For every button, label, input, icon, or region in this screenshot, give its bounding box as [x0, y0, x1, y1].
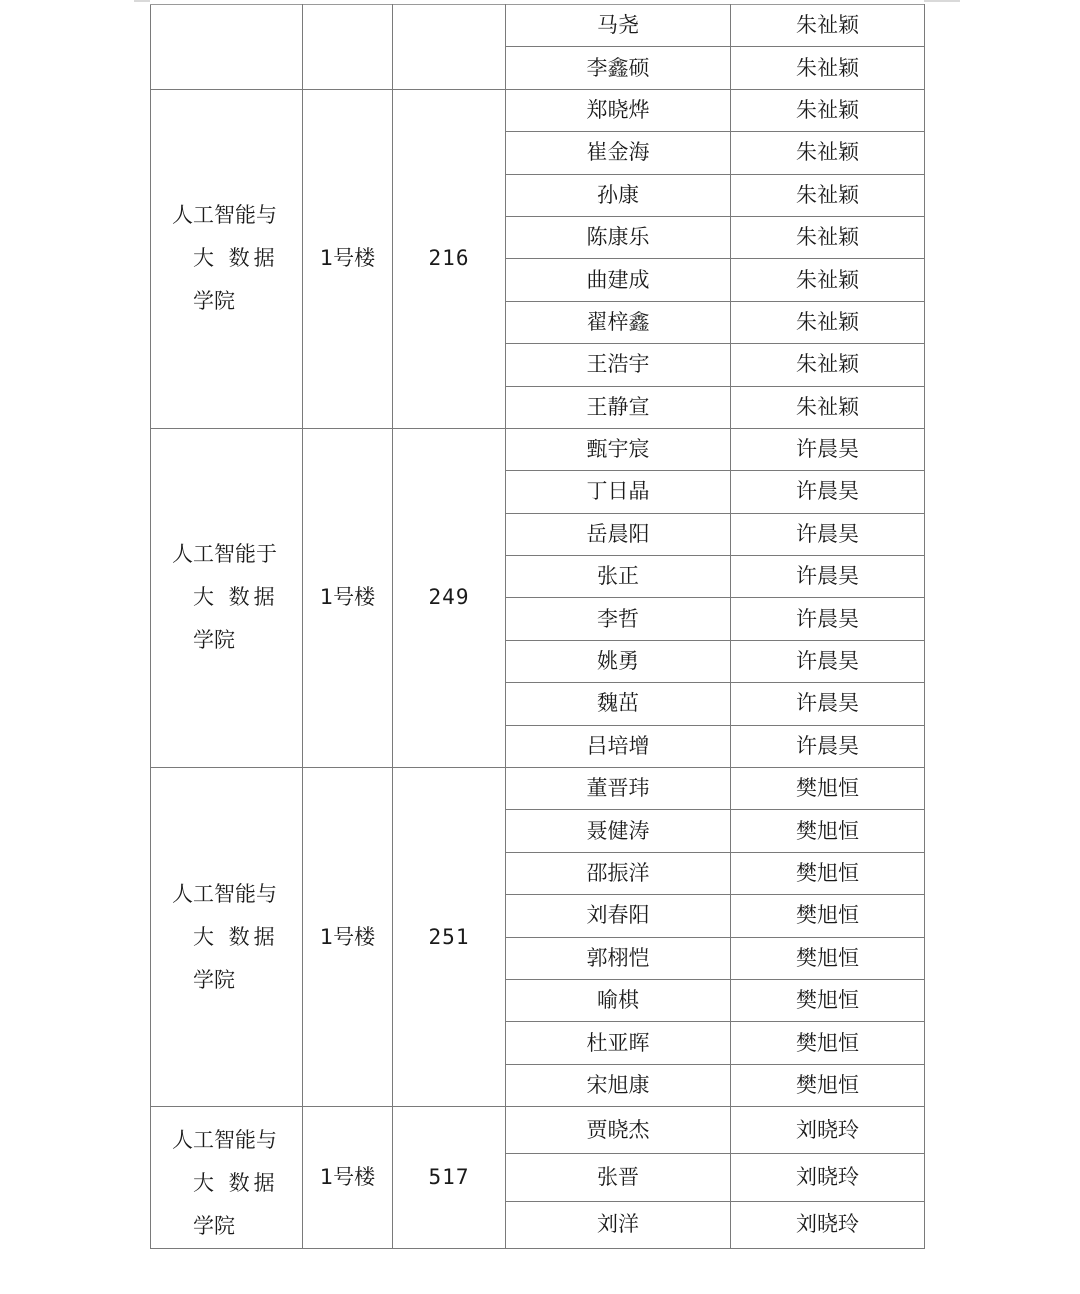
counselor-name: 朱祉颖	[731, 344, 925, 386]
college-name-line: 人工智能与	[172, 881, 277, 906]
college-name-line: 大 数据	[193, 585, 279, 610]
counselor-name: 朱祉颖	[731, 259, 925, 301]
counselor-name: 朱祉颖	[731, 301, 925, 343]
student-name: 甄宇宸	[506, 428, 731, 470]
college-name-line: 学院	[193, 628, 235, 653]
table-row	[151, 5, 925, 47]
counselor-name: 朱祉颖	[731, 174, 925, 216]
counselor-name: 樊旭恒	[731, 810, 925, 852]
counselor-name: 朱祉颖	[731, 47, 925, 89]
college-cell	[151, 5, 303, 90]
student-name: 李鑫硕	[506, 47, 731, 89]
student-name: 吕培增	[506, 725, 731, 767]
counselor-name: 许晨昊	[731, 598, 925, 640]
student-name: 张正	[506, 556, 731, 598]
table-row	[151, 768, 925, 810]
counselor-name: 樊旭恒	[731, 852, 925, 894]
college-cell	[151, 768, 303, 1107]
student-name: 王静宣	[506, 386, 731, 428]
room-cell: 249	[393, 428, 506, 767]
student-name: 岳晨阳	[506, 513, 731, 555]
college-name-line: 人工智能于	[172, 542, 277, 567]
college-cell	[151, 1107, 303, 1249]
building-cell: 1号楼	[303, 428, 393, 767]
student-name: 王浩宇	[506, 344, 731, 386]
college-name-line: 学院	[193, 1214, 235, 1239]
student-name: 李哲	[506, 598, 731, 640]
student-name: 崔金海	[506, 132, 731, 174]
table-row	[151, 1107, 925, 1154]
counselor-name: 樊旭恒	[731, 768, 925, 810]
counselor-name: 朱祉颖	[731, 5, 925, 47]
counselor-name: 许晨昊	[731, 428, 925, 470]
student-name: 张晋	[506, 1154, 731, 1201]
counselor-name: 樊旭恒	[731, 1022, 925, 1064]
college-name-line: 人工智能与	[172, 203, 277, 228]
counselor-name: 许晨昊	[731, 471, 925, 513]
building-cell: 1号楼	[303, 89, 393, 428]
room-cell: 216	[393, 89, 506, 428]
student-name: 魏茁	[506, 683, 731, 725]
college-name-line: 大 数据	[193, 924, 279, 949]
student-name: 曲建成	[506, 259, 731, 301]
college-cell	[151, 89, 303, 428]
student-name: 董晋玮	[506, 768, 731, 810]
student-name: 姚勇	[506, 640, 731, 682]
student-name: 刘春阳	[506, 895, 731, 937]
college-name-line: 大 数据	[193, 1171, 279, 1196]
student-name: 贾晓杰	[506, 1107, 731, 1154]
student-name: 刘洋	[506, 1201, 731, 1248]
student-name: 孙康	[506, 174, 731, 216]
counselor-name: 许晨昊	[731, 556, 925, 598]
counselor-name: 樊旭恒	[731, 1064, 925, 1106]
student-name: 聂健涛	[506, 810, 731, 852]
college-cell	[151, 428, 303, 767]
counselor-name: 刘晓玲	[731, 1154, 925, 1201]
counselor-name: 朱祉颖	[731, 132, 925, 174]
counselor-name: 朱祉颖	[731, 386, 925, 428]
student-name: 杜亚晖	[506, 1022, 731, 1064]
counselor-name: 许晨昊	[731, 683, 925, 725]
page-edge-left	[134, 0, 150, 2]
college-name-line: 大 数据	[193, 246, 279, 271]
student-name: 丁日晶	[506, 471, 731, 513]
counselor-name: 樊旭恒	[731, 979, 925, 1021]
dormitory-roster-table	[150, 4, 925, 1249]
student-name: 喻棋	[506, 979, 731, 1021]
room-cell	[393, 5, 506, 90]
college-name-line: 学院	[193, 967, 235, 992]
room-cell: 517	[393, 1107, 506, 1249]
building-cell: 1号楼	[303, 768, 393, 1107]
counselor-name: 樊旭恒	[731, 937, 925, 979]
room-cell: 251	[393, 768, 506, 1107]
building-cell: 1号楼	[303, 1107, 393, 1249]
table-row	[151, 428, 925, 470]
page-edge-right	[924, 0, 960, 2]
student-name: 郭栩恺	[506, 937, 731, 979]
counselor-name: 许晨昊	[731, 725, 925, 767]
counselor-name: 朱祉颖	[731, 216, 925, 258]
student-name: 陈康乐	[506, 216, 731, 258]
building-cell	[303, 5, 393, 90]
counselor-name: 樊旭恒	[731, 895, 925, 937]
student-name: 翟梓鑫	[506, 301, 731, 343]
counselor-name: 朱祉颖	[731, 89, 925, 131]
college-name-line: 学院	[193, 289, 235, 314]
student-name: 郑晓烨	[506, 89, 731, 131]
college-name-line: 人工智能与	[172, 1128, 277, 1153]
student-name: 邵振洋	[506, 852, 731, 894]
counselor-name: 许晨昊	[731, 513, 925, 555]
counselor-name: 刘晓玲	[731, 1107, 925, 1154]
student-name: 宋旭康	[506, 1064, 731, 1106]
counselor-name: 许晨昊	[731, 640, 925, 682]
table-row	[151, 89, 925, 131]
counselor-name: 刘晓玲	[731, 1201, 925, 1248]
student-name: 马尧	[506, 5, 731, 47]
